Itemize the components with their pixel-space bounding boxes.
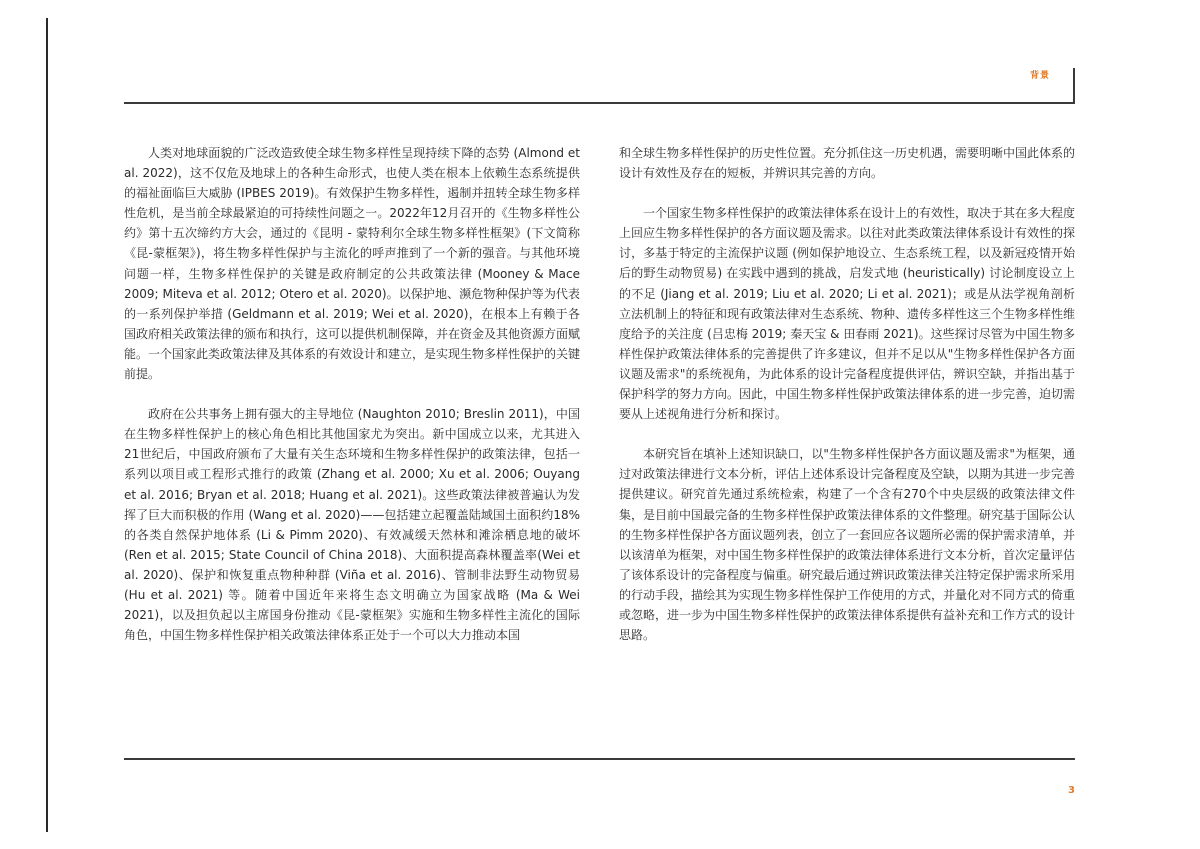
header-tick-divider — [1073, 68, 1075, 104]
body-paragraph: 本研究旨在填补上述知识缺口，以"生物多样性保护各方面议题及需求"为框架，通过对政策法律进行文本分析，评估上述体系设计完备程度及空缺，以期为其进一步完善提供建议。研究首先通过系统检索，构建了一个含有270个中央层级的政策法律文件集，是目前中国最完备的生物多样性保护政策法律体系的文件整理。研究基于国际公认的生物多样性保护各方面议题列表，创立了一套回应各议题所必需的保护需求清单，并以该清单为框架，对中国生物多样性保护的政策法律体系进行文本分析，首次定量评估了该体系设计的完备程度与偏重。研究最后通过辨识政策法律关注特定保护需求所采用的行动手段，描绘其为实现生物多样性保护工作使用的方式，并量化对不同方式的倚重或忽略，进一步为中国生物多样性保护的政策法律体系提供有益补充和工作方式的设计思路。 — [619, 447, 1076, 643]
body-paragraph: 政府在公共事务上拥有强大的主导地位 (Naughton 2010; Breslin 2011)，中国在生物多样性保护上的核心角色相比其他国家尤为突出。新中国成立以来，尤其进入21世纪后，中国政府颁布了大量有关生态环境和生物多样性保护的政策法律，包括一系列以项目或工程形式推行的政策 (Zhang et al. 2000; Xu et al. 2006; Ouyang et al. 2016; Bryan et al. 2018; Huang et al. 2021)。这些政策法律被普遍认为发挥了巨大而积极的作用 (Wang et al. 2020)——包括建立起覆盖陆域国土面积约18%的各类自然保护地体系 (Li & Pimm 2020)、有效减缓天然林和滩涂栖息地的破坏 (Ren et al. 2015; State Council of China 2018)、大面积提高森林覆盖率(Wei et al. 2020)、保护和恢复重点物种种群 (Viña et al. 2016)、管制非法野生动物贸易 (Hu et al. 2021) 等。随着中国近年来将生态文明确立为国家战略 (Ma & Wei 2021)，以及担负起以主席国身份推动《昆-蒙框架》实施和生物多样性主流化的国际角色，中国生物多样性保护相关政策法律体系正处于一个可以大力推动本国 — [124, 407, 580, 643]
body-paragraph-continuation: 和全球生物多样性保护的历史性位置。充分抓住这一历史机遇，需要明晰中国此体系的设计有效性及存在的短板，并辨识其完善的方向。 — [619, 146, 1076, 181]
right-column — [619, 143, 1075, 665]
binding-line — [46, 18, 48, 832]
section-tag: 背景 — [1029, 71, 1050, 81]
body-paragraph: 人类对地球面貌的广泛改造致使全球生物多样性呈现持续下降的态势 (Almond et al. 2022)，这不仅危及地球上的各种生命形式，也使人类在根本上依赖生态系统提供的福祉面临巨大威胁 (IPBES 2019)。有效保护生物多样性，遏制并扭转全球生物多样性危机，是当前全球最紧迫的可持续性问题之一。2022年12月召开的《生物多样性公约》第十五次缔约方大会，通过的《昆明 - 蒙特利尔全球生物多样性框架》(下文简称《昆-蒙框架》)，将生物多样性保护与主流化的呼声推到了一个新的强音。与其他环境问题一样，生物多样性保护的关键是政府制定的公共政策法律 (Mooney & Mace 2009; Miteva et al. 2012; Otero et al. 2020)。以保护地、濒危物种保护等为代表的一系列保护举措 (Geldmann et al. 2019; Wei et al. 2020)，在根本上有赖于各国政府相关政策法律的颁布和执行，这可以提供机制保障，并在资金及其他资源方面赋能。一个国家此类政策法律及其体系的有效设计和建立，是实现生物多样性保护的关键前提。 — [124, 146, 581, 382]
header-rule — [124, 102, 1075, 104]
left-column — [124, 143, 580, 665]
body-paragraph: 一个国家生物多样性保护的政策法律体系在设计上的有效性，取决于其在多大程度上回应生物多样性保护的各方面议题及需求。以往对此类政策法律体系设计有效性的探讨，多基于特定的主流保护议题 (例如保护地设立、生态系统工程，以及新冠疫情开始后的野生动物贸易) 在实践中遇到的挑战，启发式地 (heuristically) 讨论制度设立上的不足 (Jiang et al. 2019; Liu et al. 2020; Li et al. 2021)；或是从法学视角剖析立法机制上的特征和现有政策法律对生态系统、物种、遗传多样性这三个生物多样性维度给予的关注度 (吕忠梅 2019; 秦天宝 & 田春雨 2021)。这些探讨尽管为中国生物多样性保护政策法律体系的完善提供了许多建议，但并不足以从"生物多样性保护各方面议题及需求"的系统视角，为此体系的设计完备程度提供评估，辨识空缺，并指出基于保护科学的努力方向。因此，中国生物多样性保护政策法律体系的进一步完善，迫切需要从上述视角进行分析和探讨。 — [619, 206, 1076, 422]
page-number: 3 — [1068, 785, 1075, 796]
footer-rule — [124, 758, 1075, 760]
